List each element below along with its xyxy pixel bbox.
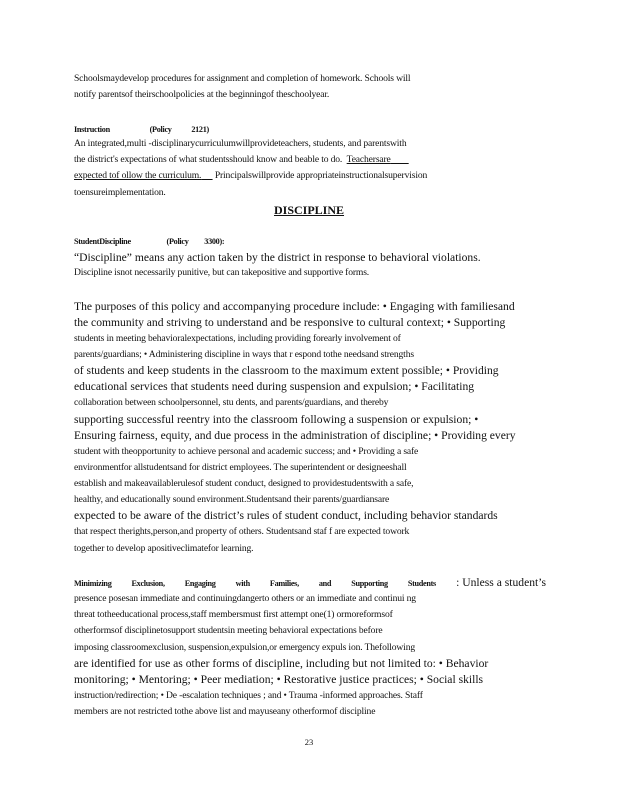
minimizing-heading-line bbox=[74, 575, 546, 591]
heading-word: with bbox=[235, 578, 250, 588]
text-line: are identified for use as other forms of discipline, including but not limited to: • Behavior bbox=[74, 656, 489, 670]
heading-word: and bbox=[318, 578, 332, 588]
heading-word: Engaging bbox=[184, 578, 216, 588]
heading-word: Exclusion, bbox=[131, 578, 165, 588]
text-line: environmentfor allstudentsand for district employees. The superintendent or designeeshall bbox=[74, 461, 407, 473]
text-line: instruction/redirection; • De -escalation techniques ; and • Trauma -informed approaches. Staff bbox=[74, 689, 423, 701]
text-span: Principalswillprovide appropriateinstructionalsupervision bbox=[214, 170, 428, 182]
underlined-text: Teachersare bbox=[346, 154, 391, 166]
policy-number: 2121) bbox=[191, 125, 209, 134]
text-line: supporting successful reentry into the classroom following a suspension or expulsion; • bbox=[74, 412, 479, 426]
text-span: the district's expectations of what studentsshould know and beable to do. bbox=[74, 154, 343, 166]
text-line: educational services that students need during suspension and expulsion; • Facilitating bbox=[74, 380, 475, 394]
text-line: expected to be aware of the district’s rules of student conduct, including behavior standards bbox=[74, 509, 498, 523]
minimizing-heading bbox=[74, 579, 436, 588]
text-line bbox=[74, 152, 546, 168]
text-line bbox=[74, 168, 546, 184]
text-line: members are not restricted tothe above list and mayuseany otherformof discipline bbox=[74, 706, 376, 718]
underlined-text: expected tof ollow the curriculum. bbox=[74, 170, 202, 182]
text-line: establish and makeavailablerulesof student conduct, designed to providestudentswith a safe, bbox=[74, 478, 414, 490]
text-line: together to develop apositiveclimatefor learning. bbox=[74, 542, 254, 554]
text-line: monitoring; • Mentoring; • Peer mediation; • Restorative justice practices; • Social skills bbox=[74, 672, 484, 686]
text-line: threat totheeducational process,staff membersmust first attempt one(1) ormoreformsof bbox=[74, 609, 393, 621]
heading-word: Students bbox=[407, 578, 436, 588]
text-line: the community and striving to understand and be responsive to cultural context; • Supporting bbox=[74, 316, 506, 329]
homework-paragraph bbox=[74, 71, 546, 103]
instruction-heading bbox=[74, 125, 546, 134]
text-line: “Discipline” means any action taken by the district in response to behavioral violations. bbox=[74, 251, 481, 264]
text-line: An integrated,multi -disciplinarycurriculumwillprovideteachers, students, and parentswith bbox=[74, 138, 407, 149]
minimizing-exclusion-paragraph bbox=[74, 575, 546, 720]
instruction-paragraph bbox=[74, 136, 546, 201]
text-line: Ensuring fairness, equity, and due process in the administration of discipline; • Providing every bbox=[74, 428, 516, 442]
student-discipline-paragraph bbox=[74, 250, 546, 281]
purposes-paragraph bbox=[74, 299, 546, 557]
text-line: otherformsof disciplinetosupport studentsin meeting behavioral expectations before bbox=[74, 625, 383, 637]
heading-word: Families, bbox=[269, 578, 299, 588]
section-title: DISCIPLINE bbox=[273, 203, 345, 217]
text-line: collaboration between schoolpersonnel, stu dents, and parents/guardians, and thereby bbox=[74, 397, 389, 409]
text-line: imposing classroomexclusion, suspension,expulsion,or emergency expuls ion. Thefollowing bbox=[74, 641, 415, 653]
heading-word: Supporting bbox=[351, 578, 388, 588]
text-line: notify parentsof theirschoolpolicies at the beginningof theschoolyear. bbox=[74, 89, 330, 101]
text-line: student with theopportunity to achieve personal and academic success; and • Providing a safe bbox=[74, 445, 419, 457]
heading-label: Instruction bbox=[74, 125, 110, 134]
text-line: of students and keep students in the classroom to the maximum extent possible; • Providing bbox=[74, 364, 499, 378]
text-line: that respect therights,person,and property of others. Studentsand staf f are expected towork bbox=[74, 526, 410, 538]
text-line: parents/guardians; • Administering discipline in ways that r espond tothe needsand strengths bbox=[74, 349, 414, 361]
text-line: healthy, and educationally sound environment.Studentsand their parents/guardiansare bbox=[74, 494, 390, 506]
text-line: students in meeting behavioralexpectations, including providing forearly involvement of bbox=[74, 333, 401, 344]
text-line: The purposes of this policy and accompanying procedure include: • Engaging with familiesand bbox=[74, 300, 515, 313]
text-span: : Unless a student’s bbox=[456, 576, 546, 589]
text-line: Schoolsmaydevelop procedures for assignment and completion of homework. Schools will bbox=[74, 73, 411, 84]
policy-label: (Policy bbox=[149, 125, 172, 134]
text-line: Discipline isnot necessarily punitive, but can takepositive and supportive forms. bbox=[74, 267, 370, 278]
heading-label: StudentDiscipline bbox=[74, 237, 131, 246]
policy-label: (Policy bbox=[166, 237, 189, 246]
policy-number: 3300): bbox=[204, 237, 225, 246]
student-discipline-heading bbox=[74, 237, 546, 246]
page-number: 23 bbox=[304, 737, 314, 747]
text-line: presence posesan immediate and continuingdangerto others or an immediate and continui ng bbox=[74, 593, 416, 604]
text-line: toensureimplementation. bbox=[74, 186, 166, 198]
heading-word: Minimizing bbox=[74, 578, 112, 588]
